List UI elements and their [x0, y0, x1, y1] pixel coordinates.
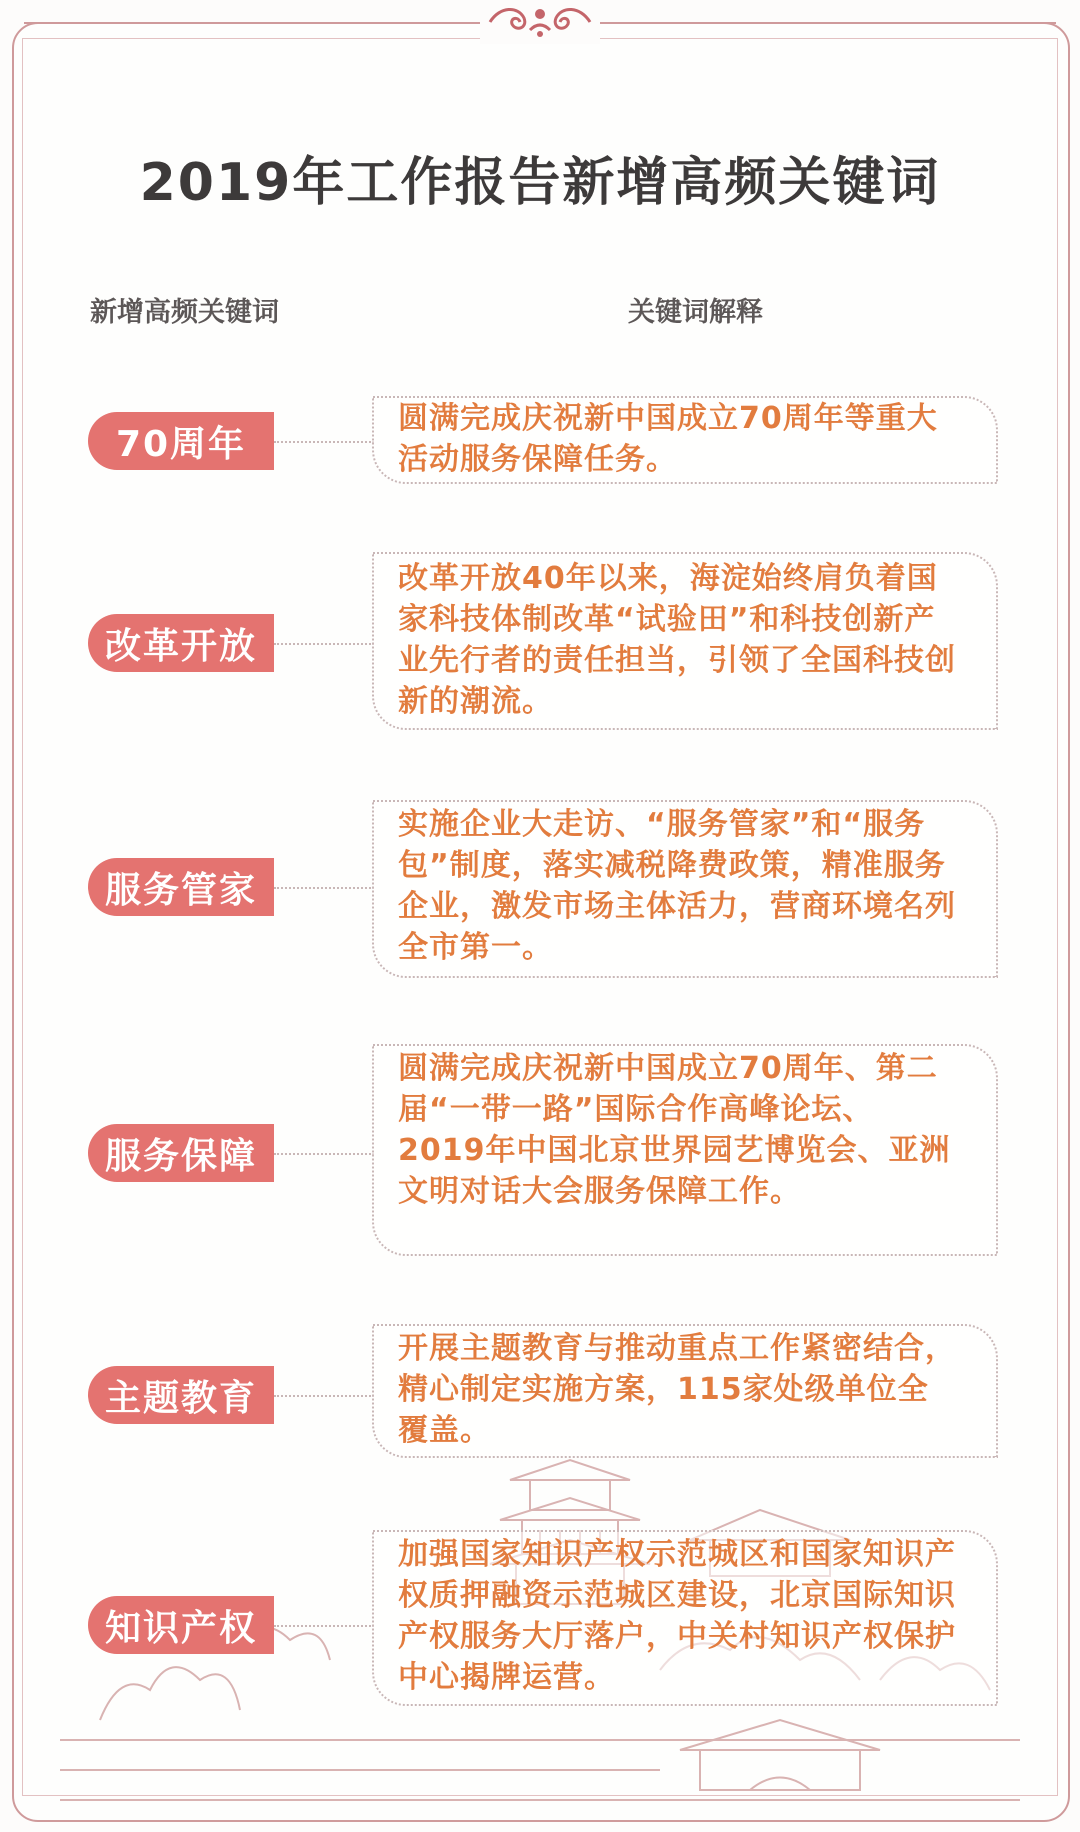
connector-line	[274, 441, 374, 443]
page-title: 2019年工作报告新增高频关键词	[139, 153, 941, 213]
column-header-explanation: 关键词解释	[628, 297, 763, 328]
connector-line	[274, 1625, 374, 1627]
explanation-text: 圆满完成庆祝新中国成立70周年等重大活动服务保障任务。	[398, 401, 938, 477]
explanation-text: 圆满完成庆祝新中国成立70周年、第二届“一带一路”国际合作高峰论坛、2019年中国北京世界园艺博览会、亚洲文明对话大会服务保障工作。	[398, 1051, 951, 1209]
keyword-tag-service-steward: 服务管家	[88, 858, 274, 916]
ornament-icon	[480, 0, 600, 44]
explanation-text: 加强国家知识产权示范城区和国家知识产权质押融资示范城区建设，北京国际知识产权服务大厅落户，中关村知识产权保护中心揭牌运营。	[398, 1537, 956, 1695]
keyword-tag-intellectual-property: 知识产权	[88, 1596, 274, 1654]
keyword-tag-theme-education: 主题教育	[88, 1366, 274, 1424]
connector-line	[274, 1153, 374, 1155]
column-header-keyword: 新增高频关键词	[90, 297, 279, 328]
explanation-text: 开展主题教育与推动重点工作紧密结合，精心制定实施方案，115家处级单位全覆盖。	[398, 1331, 956, 1448]
top-border-line-left	[24, 22, 480, 24]
explanation-text: 实施企业大走访、“服务管家”和“服务包”制度，落实减税降费政策，精准服务企业，激发市场主体活力，营商环境名列全市第一。	[398, 807, 956, 965]
keyword-tag-service-guarantee: 服务保障	[88, 1124, 274, 1182]
explanation-text: 改革开放40年以来，海淀始终肩负着国家科技体制改革“试验田”和科技创新产业先行者的责任担当，引领了全国科技创新的潮流。	[398, 561, 956, 719]
keyword-tag-70-anniversary: 70周年	[88, 412, 274, 470]
connector-line	[274, 887, 374, 889]
top-border-line-right	[600, 22, 1056, 24]
connector-line	[274, 1395, 374, 1397]
connector-line	[274, 643, 374, 645]
keyword-tag-reform-opening: 改革开放	[88, 614, 274, 672]
